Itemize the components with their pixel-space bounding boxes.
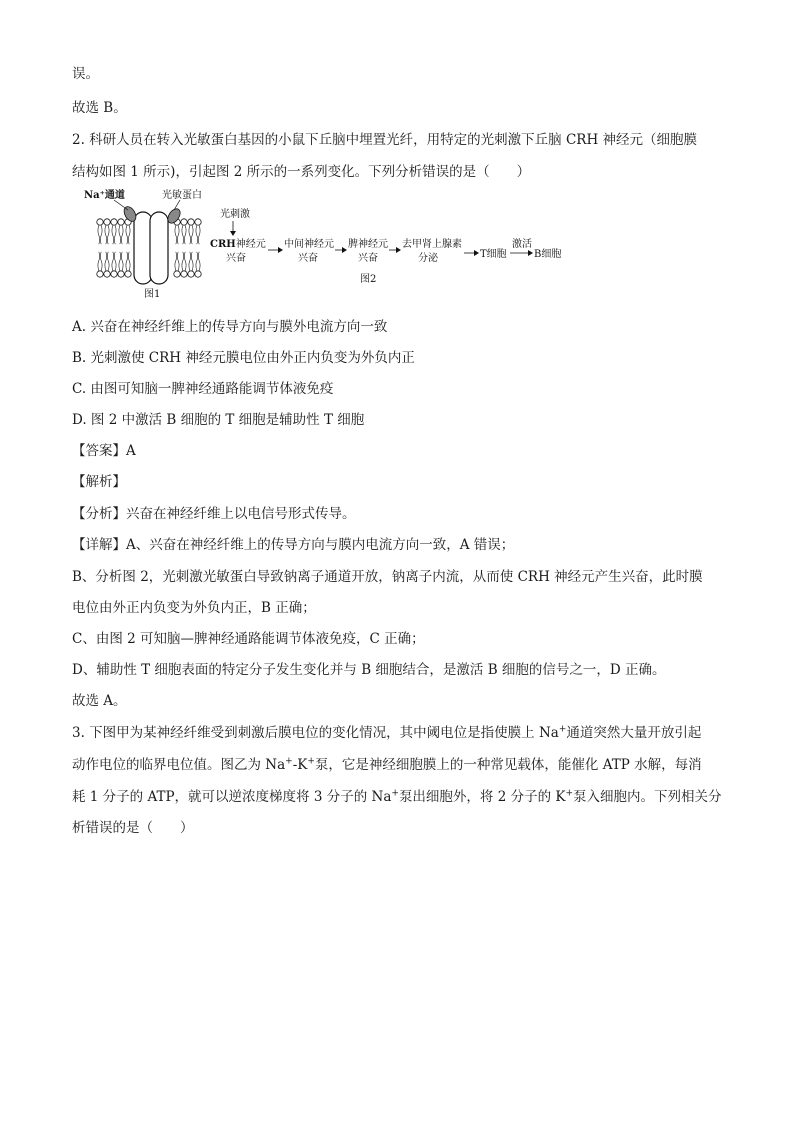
- answer-line: [72, 441, 136, 461]
- q3-text: -K: [292, 757, 308, 773]
- answer-value: A: [126, 443, 136, 459]
- na-channel-label: Na⁺通道: [84, 190, 125, 201]
- phospholipid-tail: [182, 252, 184, 271]
- phospholipid-tail: [105, 252, 107, 271]
- membrane-and-pathway-figure: [84, 186, 592, 304]
- phospholipid-tail: [100, 225, 102, 244]
- phospholipid-head: [188, 271, 194, 277]
- phospholipid-tail: [98, 252, 100, 271]
- phospholipid-head: [188, 219, 194, 225]
- phospholipid-tail: [119, 225, 121, 244]
- superscript-plus: +: [391, 788, 399, 799]
- phospholipid-tail: [107, 252, 109, 271]
- phospholipid-tail: [198, 225, 200, 244]
- phospholipid-tail: [105, 225, 107, 244]
- phospholipid-tail: [126, 225, 128, 244]
- explanation-tag: 【解析】: [72, 474, 126, 490]
- phospholipid-tail: [189, 225, 191, 244]
- phospholipid-tail: [189, 252, 191, 271]
- phospholipid-tail: [184, 225, 186, 244]
- phospholipid-tail: [177, 252, 179, 271]
- phospholipid-tail: [128, 225, 130, 244]
- phospholipid-tail: [112, 252, 114, 271]
- phospholipid-head: [195, 219, 201, 225]
- phospholipid-tail: [175, 252, 177, 271]
- membrane-diagram: [84, 188, 202, 300]
- phospholipid-tail: [107, 225, 109, 244]
- crh-neuron-label: 神经元: [235, 239, 266, 250]
- phospholipid-tail: [175, 225, 177, 244]
- superscript-plus: +: [558, 724, 567, 735]
- superscript-plus: +: [285, 756, 293, 767]
- phospholipid-head: [195, 271, 201, 277]
- q3-text: 泵入细胞内。下列相关分: [573, 789, 722, 805]
- pathway-diagram: [210, 207, 561, 285]
- superscript-plus: +: [565, 788, 574, 799]
- spleen-neuron-label: 脾神经元: [348, 239, 388, 250]
- detail-b-line-2: 电位由外正内负变为外负内正，B 正确；: [72, 600, 316, 616]
- spleen-neuron-excited-label: 兴奋: [358, 253, 378, 264]
- superscript-plus: +: [307, 756, 315, 767]
- option-c: C. 由图可知脑一脾神经通路能调节体液免疫: [72, 381, 334, 397]
- phospholipid-tail: [196, 252, 198, 271]
- analysis-line: [72, 504, 356, 524]
- phospholipid-head: [174, 271, 180, 277]
- crh-label: CRH: [210, 239, 236, 250]
- answer-tag: 【答案】: [72, 443, 126, 459]
- figure-1-caption: 图1: [144, 289, 161, 300]
- crh-excited-label: 兴奋: [226, 253, 246, 264]
- phospholipid-head: [118, 271, 124, 277]
- question-3-line-4: 析错误的是（ ）: [72, 820, 194, 836]
- phospholipid-tail: [191, 225, 193, 244]
- question-2-line-1: 2. 科研人员在转入光敏蛋白基因的小鼠下丘脑中埋置光纤，用特定的光刺激下丘脑 CRH 神经元（细胞膜: [72, 132, 698, 148]
- question-3-line-3: [72, 787, 722, 807]
- phospholipid-tail: [128, 252, 130, 271]
- figure-2-caption: 图2: [360, 274, 377, 285]
- light-stimulus-label: 光刺激: [220, 209, 250, 220]
- q3-text: 耗 1 分子的 ATP，就可以逆浓度梯度将 3 分子的 Na: [72, 789, 392, 805]
- question-3-line-1: [72, 723, 701, 743]
- phospholipid-head: [104, 219, 110, 225]
- phospholipid-tail: [114, 225, 116, 244]
- phospholipid-head: [111, 271, 117, 277]
- detail-tag: 【详解】: [72, 537, 126, 553]
- text-line: 故选 B。: [72, 100, 127, 116]
- phospholipid-head: [181, 271, 187, 277]
- phospholipid-tail: [198, 252, 200, 271]
- interneuron-excited-label: 兴奋: [298, 253, 318, 264]
- phospholipid-tail: [119, 252, 121, 271]
- phospholipid-head: [97, 219, 103, 225]
- q3-text: 3. 下图甲为某神经纤维受到刺激后膜电位的变化情况，其中阈电位是指使膜上 Na: [72, 725, 559, 741]
- phospholipid-head: [104, 271, 110, 277]
- photosensitive-protein-label: 光敏蛋白: [162, 190, 202, 201]
- phospholipid-head: [118, 219, 124, 225]
- text-line: 误。: [72, 66, 99, 82]
- q3-text: 通道突然大量开放引起: [566, 725, 702, 741]
- phospholipid-head: [97, 271, 103, 277]
- phospholipid-tail: [98, 225, 100, 244]
- phospholipid-tail: [114, 252, 116, 271]
- detail-line: [72, 535, 514, 555]
- q3-text: 动作电位的临界电位值。图乙为 Na: [72, 757, 286, 773]
- b-cell-label: B细胞: [534, 249, 562, 260]
- t-cell-label: T细胞: [480, 249, 507, 260]
- q3-text: 泵出细胞外，将 2 分子的 K: [398, 789, 566, 805]
- channel-protein-left: [134, 212, 152, 284]
- phospholipid-tail: [121, 252, 123, 271]
- detail-d-line: D、辅助性 T 细胞表面的特定分子发生变化并与 B 细胞结合，是激活 B 细胞的信号之一，D 正确。: [72, 662, 666, 678]
- selection-line: 故选 A。: [72, 693, 127, 709]
- question-3-line-2: [72, 755, 702, 775]
- phospholipid-tail: [177, 225, 179, 244]
- svg-text:CRH神经元: [210, 237, 266, 250]
- phospholipid-tail: [191, 252, 193, 271]
- phospholipid-tail: [100, 252, 102, 271]
- phospholipid-tail: [182, 225, 184, 244]
- question-2-line-2: 结构如图 1 所示)，引起图 2 所示的一系列变化。下列分析错误的是（ ）: [72, 164, 531, 180]
- detail-text: A、兴奋在神经纤维上的传导方向与膜内电流方向一致，A 错误；: [126, 537, 515, 553]
- detail-b-line-1: B、分析图 2，光刺激光敏蛋白导致钠离子通道开放，钠离子内流，从而使 CRH 神经元产生兴奋，此时膜: [72, 569, 703, 585]
- phospholipid-tail: [184, 252, 186, 271]
- phospholipid-tail: [196, 225, 198, 244]
- option-d: D. 图 2 中激活 B 细胞的 T 细胞是辅助性 T 细胞: [72, 412, 365, 428]
- analysis-text: 兴奋在神经纤维上以电信号形式传导。: [126, 506, 356, 522]
- option-a: A. 兴奋在神经纤维上的传导方向与膜外电流方向一致: [72, 319, 388, 335]
- q3-text: 泵，它是神经细胞膜上的一种常见载体，能催化 ATP 水解，每消: [314, 757, 702, 773]
- phospholipid-head: [181, 219, 187, 225]
- phospholipid-tail: [112, 225, 114, 244]
- phospholipid-head: [125, 271, 131, 277]
- analysis-tag: 【分析】: [72, 506, 126, 522]
- phospholipid-head: [111, 219, 117, 225]
- interneuron-label: 中间神经元: [284, 239, 334, 250]
- option-b: B. 光刺激使 CRH 神经元膜电位由外正内负变为外负内正: [72, 350, 415, 366]
- phospholipid-tail: [126, 252, 128, 271]
- activate-label: 激活: [512, 239, 532, 250]
- phospholipid-tail: [121, 225, 123, 244]
- norepinephrine-label: 去甲肾上腺素: [402, 239, 462, 250]
- detail-c-line: C、由图 2 可知脑—脾神经通路能调节体液免疫，C 正确；: [72, 631, 425, 647]
- secretion-label: 分泌: [418, 253, 438, 264]
- channel-protein-right: [150, 212, 168, 284]
